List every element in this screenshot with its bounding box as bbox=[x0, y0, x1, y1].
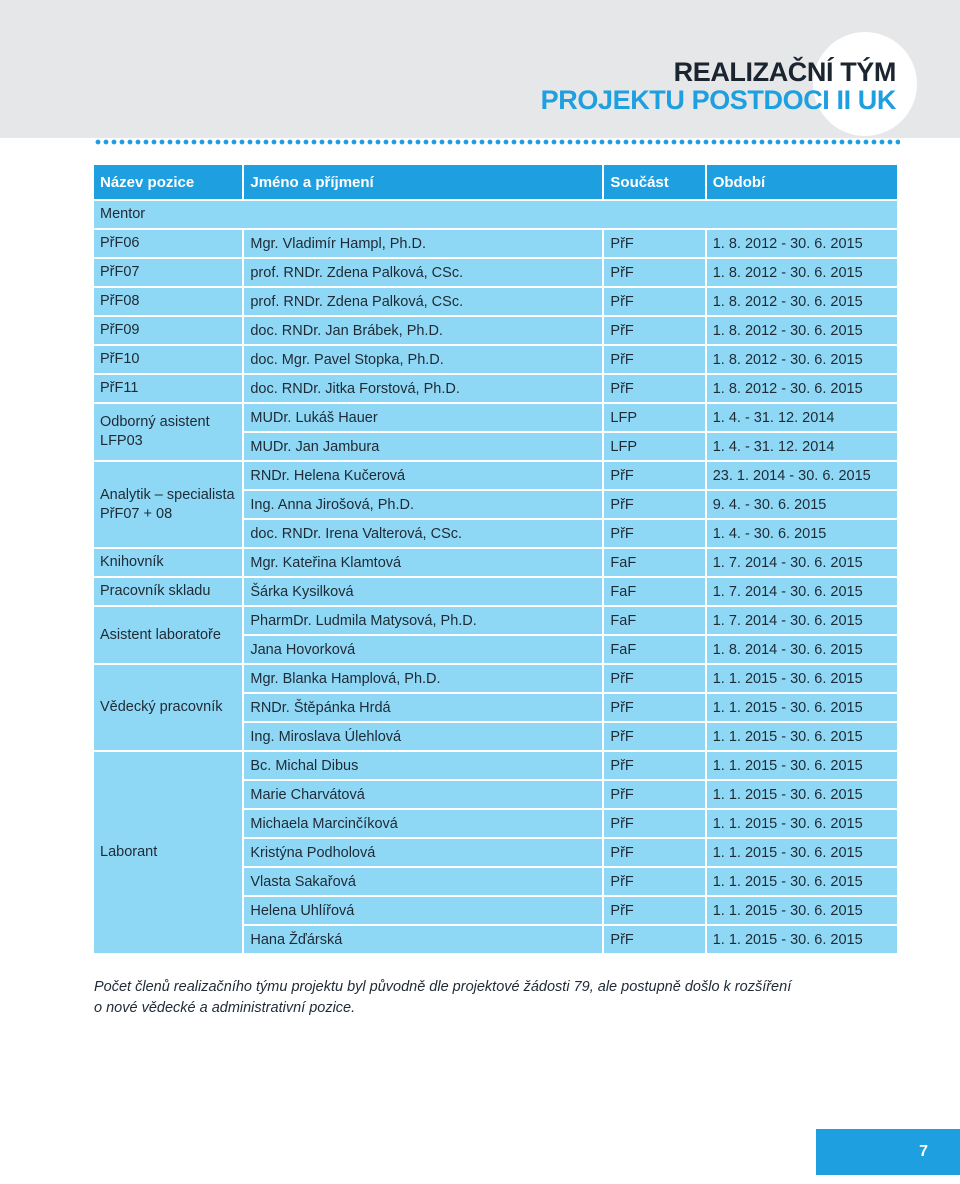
member-name-cell: Ing. Anna Jirošová, Ph.D. bbox=[244, 491, 604, 520]
period-cell: 1. 4. - 31. 12. 2014 bbox=[707, 404, 897, 433]
table-body bbox=[94, 201, 897, 955]
part-cell: PřF bbox=[604, 259, 706, 288]
table-row bbox=[94, 578, 897, 607]
position-cell: Laborant bbox=[94, 752, 244, 955]
column-header-part: Součást bbox=[604, 165, 706, 201]
table-row bbox=[94, 375, 897, 404]
table-row bbox=[94, 230, 897, 259]
period-cell: 1. 7. 2014 - 30. 6. 2015 bbox=[707, 578, 897, 607]
part-cell: PřF bbox=[604, 781, 706, 810]
part-cell: FaF bbox=[604, 549, 706, 578]
part-cell: PřF bbox=[604, 520, 706, 549]
member-name-cell: Mgr. Vladimír Hampl, Ph.D. bbox=[244, 230, 604, 259]
part-cell: FaF bbox=[604, 578, 706, 607]
position-cell: PřF06 bbox=[94, 230, 244, 259]
member-name-cell: Mgr. Kateřina Klamtová bbox=[244, 549, 604, 578]
period-cell: 1. 4. - 31. 12. 2014 bbox=[707, 433, 897, 462]
table-row bbox=[94, 288, 897, 317]
part-cell: PřF bbox=[604, 288, 706, 317]
period-cell: 1. 1. 2015 - 30. 6. 2015 bbox=[707, 723, 897, 752]
position-cell: PřF10 bbox=[94, 346, 244, 375]
title-line-2: PROJEKTU POSTDOCI II UK bbox=[540, 85, 896, 115]
position-cell bbox=[94, 404, 244, 462]
member-name-cell: MUDr. Jan Jambura bbox=[244, 433, 604, 462]
period-cell: 1. 1. 2015 - 30. 6. 2015 bbox=[707, 897, 897, 926]
part-cell: PřF bbox=[604, 926, 706, 955]
member-name-cell: PharmDr. Ludmila Matysová, Ph.D. bbox=[244, 607, 604, 636]
title-line-1: REALIZAČNÍ TÝM bbox=[673, 57, 896, 87]
period-cell: 23. 1. 2014 - 30. 6. 2015 bbox=[707, 462, 897, 491]
period-cell: 1. 7. 2014 - 30. 6. 2015 bbox=[707, 607, 897, 636]
period-cell: 1. 1. 2015 - 30. 6. 2015 bbox=[707, 694, 897, 723]
member-name-cell: Ing. Miroslava Úlehlová bbox=[244, 723, 604, 752]
footnote-line-1: Počet členů realizačního týmu projektu byl původně dle projektové žádosti 79, ale postupně došlo k rozšíření bbox=[94, 979, 792, 995]
table-row bbox=[94, 259, 897, 288]
period-cell: 1. 1. 2015 - 30. 6. 2015 bbox=[707, 868, 897, 897]
member-name-cell: doc. RNDr. Jitka Forstová, Ph.D. bbox=[244, 375, 604, 404]
position-cell: Knihovník bbox=[94, 549, 244, 578]
member-name-cell: prof. RNDr. Zdena Palková, CSc. bbox=[244, 259, 604, 288]
page-number: 7 bbox=[816, 1129, 960, 1175]
part-cell: LFP bbox=[604, 404, 706, 433]
part-cell: LFP bbox=[604, 433, 706, 462]
part-cell: PřF bbox=[604, 317, 706, 346]
period-cell: 1. 1. 2015 - 30. 6. 2015 bbox=[707, 781, 897, 810]
part-cell: PřF bbox=[604, 810, 706, 839]
period-cell: 1. 1. 2015 - 30. 6. 2015 bbox=[707, 752, 897, 781]
column-header-name: Jméno a příjmení bbox=[244, 165, 604, 201]
position-cell: PřF07 bbox=[94, 259, 244, 288]
period-cell: 1. 8. 2012 - 30. 6. 2015 bbox=[707, 317, 897, 346]
table-row bbox=[94, 549, 897, 578]
member-name-cell: Helena Uhlířová bbox=[244, 897, 604, 926]
page-title bbox=[541, 58, 896, 114]
member-name-cell: Jana Hovorková bbox=[244, 636, 604, 665]
table-row bbox=[94, 201, 897, 230]
position-cell bbox=[94, 462, 244, 549]
member-name-cell: Marie Charvátová bbox=[244, 781, 604, 810]
member-name-cell: Kristýna Podholová bbox=[244, 839, 604, 868]
member-name-cell: Bc. Michal Dibus bbox=[244, 752, 604, 781]
table-row bbox=[94, 346, 897, 375]
period-cell: 1. 8. 2012 - 30. 6. 2015 bbox=[707, 288, 897, 317]
period-cell: 1. 8. 2014 - 30. 6. 2015 bbox=[707, 636, 897, 665]
table-row bbox=[94, 752, 897, 781]
position-label-line: Analytik – specialista bbox=[100, 486, 235, 503]
part-cell: FaF bbox=[604, 636, 706, 665]
member-name-cell: doc. RNDr. Irena Valterová, CSc. bbox=[244, 520, 604, 549]
position-cell: PřF09 bbox=[94, 317, 244, 346]
member-name-cell: Hana Žďárská bbox=[244, 926, 604, 955]
position-cell: Vědecký pracovník bbox=[94, 665, 244, 752]
part-cell: PřF bbox=[604, 723, 706, 752]
period-cell: 1. 8. 2012 - 30. 6. 2015 bbox=[707, 259, 897, 288]
member-name-cell: RNDr. Štěpánka Hrdá bbox=[244, 694, 604, 723]
period-cell: 1. 1. 2015 - 30. 6. 2015 bbox=[707, 839, 897, 868]
part-cell: PřF bbox=[604, 868, 706, 897]
position-cell: Mentor bbox=[94, 201, 897, 230]
position-cell: Pracovník skladu bbox=[94, 578, 244, 607]
column-header-position: Název pozice bbox=[94, 165, 244, 201]
team-table bbox=[94, 165, 897, 955]
member-name-cell: doc. Mgr. Pavel Stopka, Ph.D. bbox=[244, 346, 604, 375]
part-cell: PřF bbox=[604, 839, 706, 868]
period-cell: 1. 4. - 30. 6. 2015 bbox=[707, 520, 897, 549]
part-cell: FaF bbox=[604, 607, 706, 636]
position-cell: PřF11 bbox=[94, 375, 244, 404]
member-name-cell: Vlasta Sakařová bbox=[244, 868, 604, 897]
table-row bbox=[94, 317, 897, 346]
member-name-cell: prof. RNDr. Zdena Palková, CSc. bbox=[244, 288, 604, 317]
table-header-row bbox=[94, 165, 897, 201]
member-name-cell: RNDr. Helena Kučerová bbox=[244, 462, 604, 491]
member-name-cell: MUDr. Lukáš Hauer bbox=[244, 404, 604, 433]
part-cell: PřF bbox=[604, 752, 706, 781]
member-name-cell: Mgr. Blanka Hamplová, Ph.D. bbox=[244, 665, 604, 694]
position-label-line: LFP03 bbox=[100, 433, 143, 449]
position-label-line: Odborný asistent bbox=[100, 414, 210, 430]
column-header-period: Období bbox=[707, 165, 897, 201]
part-cell: PřF bbox=[604, 897, 706, 926]
part-cell: PřF bbox=[604, 375, 706, 404]
period-cell: 1. 1. 2015 - 30. 6. 2015 bbox=[707, 810, 897, 839]
period-cell: 1. 8. 2012 - 30. 6. 2015 bbox=[707, 375, 897, 404]
table-row bbox=[94, 665, 897, 694]
table-row bbox=[94, 462, 897, 491]
table-row bbox=[94, 607, 897, 636]
position-cell: PřF08 bbox=[94, 288, 244, 317]
member-name-cell: Šárka Kysilková bbox=[244, 578, 604, 607]
position-label-line: PřF07 + 08 bbox=[100, 505, 173, 522]
dotted-divider bbox=[94, 138, 900, 146]
footnote bbox=[94, 977, 834, 1019]
period-cell: 1. 8. 2012 - 30. 6. 2015 bbox=[707, 346, 897, 375]
table-row bbox=[94, 404, 897, 433]
period-cell: 1. 1. 2015 - 30. 6. 2015 bbox=[707, 665, 897, 694]
part-cell: PřF bbox=[604, 462, 706, 491]
footnote-line-2: o nové vědecké a administrativní pozice. bbox=[94, 1000, 356, 1016]
member-name-cell: doc. RNDr. Jan Brábek, Ph.D. bbox=[244, 317, 604, 346]
part-cell: PřF bbox=[604, 491, 706, 520]
part-cell: PřF bbox=[604, 230, 706, 259]
position-cell: Asistent laboratoře bbox=[94, 607, 244, 665]
part-cell: PřF bbox=[604, 346, 706, 375]
part-cell: PřF bbox=[604, 694, 706, 723]
member-name-cell: Michaela Marcinčíková bbox=[244, 810, 604, 839]
period-cell: 9. 4. - 30. 6. 2015 bbox=[707, 491, 897, 520]
period-cell: 1. 8. 2012 - 30. 6. 2015 bbox=[707, 230, 897, 259]
period-cell: 1. 1. 2015 - 30. 6. 2015 bbox=[707, 926, 897, 955]
part-cell: PřF bbox=[604, 665, 706, 694]
period-cell: 1. 7. 2014 - 30. 6. 2015 bbox=[707, 549, 897, 578]
